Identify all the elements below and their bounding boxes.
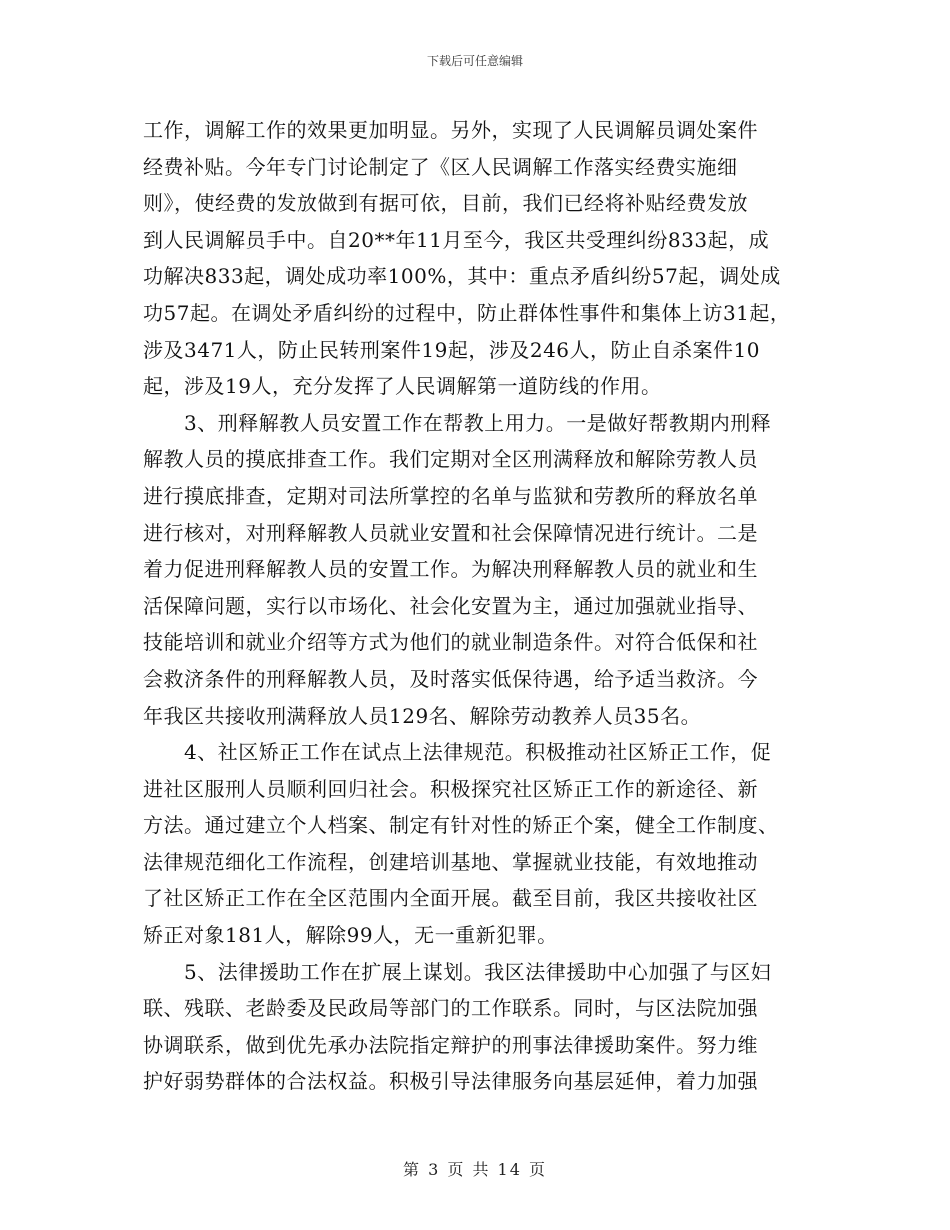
text-line: 会救济条件的刑释解教人员，及时落实低保待遇，给予适当救济。今 xyxy=(143,666,758,691)
page-number-footer: 第 3 页 共 14 页 xyxy=(403,1160,547,1179)
text-line: 功57起。在调处矛盾纠纷的过程中，防止群体性事件和集体上访31起， xyxy=(143,300,791,325)
text-line: 经费补贴。今年专门讨论制定了《区人民调解工作落实经费实施细 xyxy=(143,154,738,179)
text-line: 进行摸底排查，定期对司法所掌控的名单与监狱和劳教所的释放名单 xyxy=(143,483,758,508)
text-line: 涉及3471人，防止民转刑案件19起，涉及246人，防止自杀案件10 xyxy=(143,337,760,362)
text-line: 进行核对，对刑释解教人员就业安置和社会保障情况进行统计。二是 xyxy=(143,520,758,545)
text-line: 解教人员的摸底排查工作。我们定期对全区刑满释放和解除劳教人员 xyxy=(143,447,758,472)
text-line: 则》，使经费的发放做到有据可依，目前，我们已经将补贴经费发放 xyxy=(143,191,748,216)
text-line: 年我区共接收刑满释放人员129名、解除劳动教养人员35名。 xyxy=(143,703,702,728)
text-line: 起，涉及19人，充分发挥了人民调解第一道防线的作用。 xyxy=(143,374,662,399)
document-body xyxy=(143,112,823,1100)
text-line: 护好弱势群体的合法权益。积极引导法律服务向基层延伸，着力加强 xyxy=(143,1069,758,1094)
paragraph-start-line: 5、法律援助工作在扩展上谋划。我区法律援助中心加强了与区妇 xyxy=(143,959,772,984)
text-line: 联、残联、老龄委及民政局等部门的工作联系。同时，与区法院加强 xyxy=(143,996,758,1021)
text-line: 矫正对象181人，解除99人，无一重新犯罪。 xyxy=(143,923,558,948)
text-line: 功解决833起，调处成功率100%，其中：重点矛盾纠纷57起，调处成 xyxy=(143,264,781,289)
text-line: 技能培训和就业介绍等方式为他们的就业制造条件。对符合低保和社 xyxy=(143,630,758,655)
text-line: 工作，调解工作的效果更加明显。另外，实现了人民调解员调处案件 xyxy=(143,118,758,142)
text-line: 了社区矫正工作在全区范围内全面开展。截至目前，我区共接收社区 xyxy=(143,886,758,911)
paragraph-start-line: 3、刑释解教人员安置工作在帮教上用力。一是做好帮教期内刑释 xyxy=(143,410,772,435)
text-line: 方法。通过建立个人档案、制定有针对性的矫正个案，健全工作制度、 xyxy=(143,813,779,838)
text-line: 进社区服刑人员顺利回归社会。积极探究社区矫正工作的新途径、新 xyxy=(143,776,758,801)
text-line: 活保障问题，实行以市场化、社会化安置为主，通过加强就业指导、 xyxy=(143,593,758,618)
paragraph-start-line: 4、社区矫正工作在试点上法律规范。积极推动社区矫正工作，促 xyxy=(143,740,772,765)
text-line: 法律规范细化工作流程，创建培训基地、掌握就业技能，有效地推动 xyxy=(143,849,758,874)
text-line: 协调联系，做到优先承办法院指定辩护的刑事法律援助案件。努力维 xyxy=(143,1032,758,1057)
page-header: 下载后可任意编辑 xyxy=(426,54,523,68)
text-line: 着力促进刑释解教人员的安置工作。为解决刑释解教人员的就业和生 xyxy=(143,557,758,582)
text-line: 到人民调解员手中。自20**年11月至今，我区共受理纠纷833起，成 xyxy=(143,227,770,252)
